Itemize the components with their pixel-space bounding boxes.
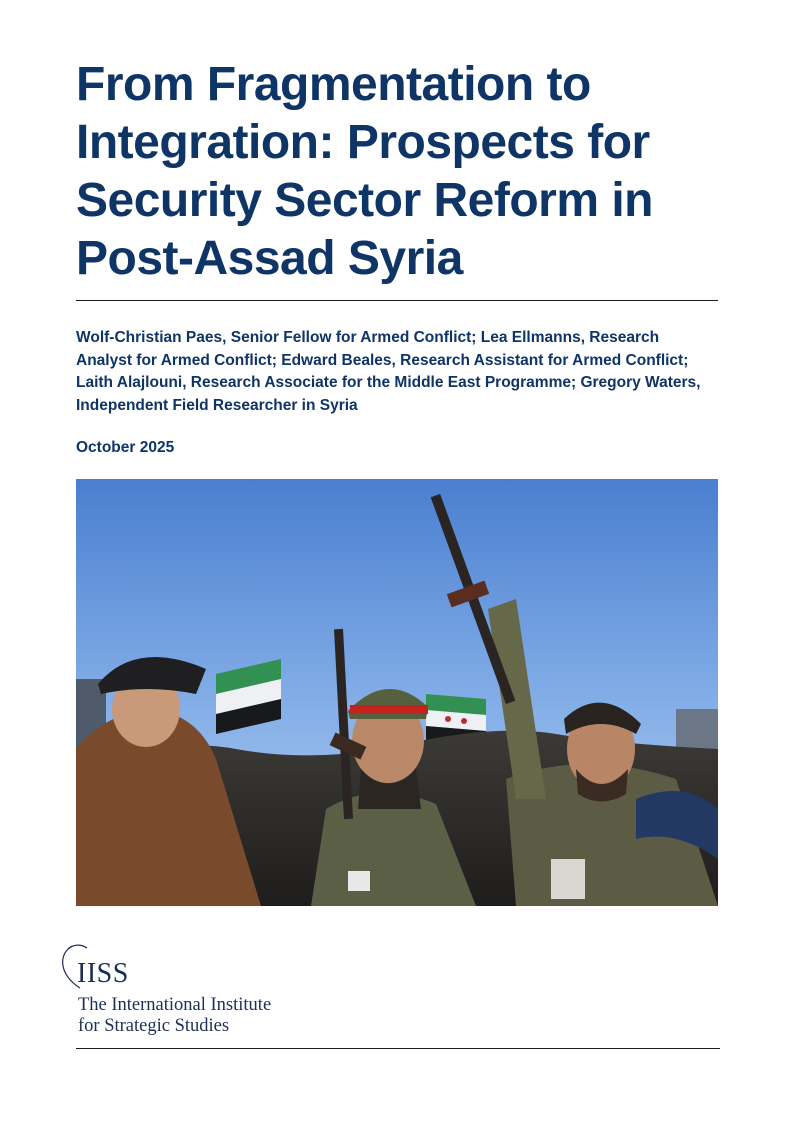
publication-date: October 2025 [76,439,175,456]
cover-photo [76,479,718,906]
author-list: Wolf-Christian Paes, Senior Fellow for Armed Conflict; Lea Ellmanns, Research Analyst for Armed Conflict; Edward Beales, Research Assistant for Armed Conflict; Laith Alajlouni, Research Associate for the Middle East Programme; Gregory Waters, Independent Field Researcher in Syria [76,329,701,414]
bottom-divider [76,1048,720,1049]
publisher-name-line-2: for Strategic Studies [78,1016,230,1036]
report-title: From Fragmentation to Integration: Prospects for Security Sector Reform in Post-Assad Syria [76,58,653,285]
cover-photo-illustration [76,479,718,906]
publisher-abbreviation: IISS [77,958,129,989]
iiss-logo [54,940,374,1040]
top-divider [76,300,718,301]
publisher-name-line-1: The International Institute [78,995,272,1015]
publisher-name [78,995,378,1037]
